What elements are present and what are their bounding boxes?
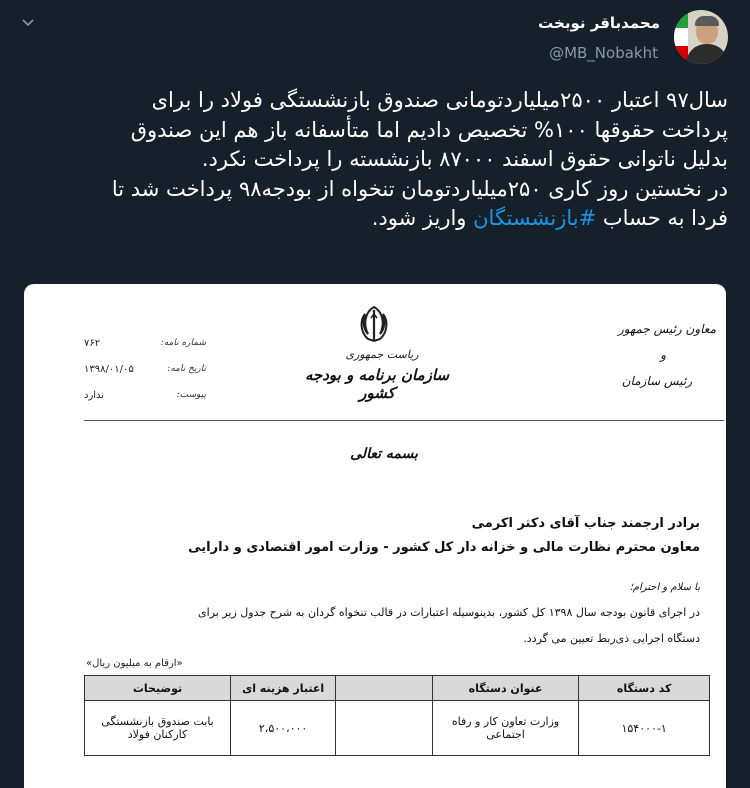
- meta-date-label: تاریخ نامه:: [167, 364, 206, 374]
- table-header-row: [85, 676, 710, 701]
- tweet-line: سال۹۷ اعتبار ۲۵۰۰میلیاردتومانی صندوق بازنشستگی فولاد را برای: [151, 88, 728, 112]
- table-header: [336, 676, 433, 701]
- budget-table: [84, 675, 710, 756]
- basmala: بسمه تعالی: [350, 446, 418, 462]
- org-line-presidency: ریاست جمهوری: [345, 348, 419, 361]
- cell-empty: [336, 701, 433, 756]
- header-divider: [84, 420, 724, 421]
- tweet-text-segment: فردا به حساب: [596, 206, 728, 230]
- tweet-line: در نخستین روز کاری ۲۵۰میلیاردتومان تنخواه از بودجه۹۸ پرداخت شد تا: [111, 176, 728, 201]
- recipient-title: معاون محترم نظارت مالی و خزانه دار کل کشور - وزارت امور اقتصادی و دارایی: [188, 540, 700, 555]
- table-header: عنوان دستگاه: [432, 676, 578, 701]
- tweet-line: پرداخت حقوقها ۱۰۰% تخصیص دادیم اما متأسفانه باز هم این صندوق: [130, 117, 728, 142]
- avatar-hair: [695, 16, 719, 26]
- org-line-budget-org: سازمان برنامه و بودجه کشور: [304, 366, 450, 402]
- avatar[interactable]: [674, 10, 728, 64]
- cell-amount: ۲،۵۰۰،۰۰۰: [230, 701, 335, 756]
- tweet-line: بدلیل ناتوانی حقوق اسفند ۸۷۰۰۰ بازنشسته را پرداخت نکرد.: [201, 147, 728, 171]
- table-header: اعتبار هزینه ای: [230, 676, 335, 701]
- recipient-name: برادر ارجمند جناب آقای دکتر اکرمی: [471, 516, 700, 531]
- table-header: کد دستگاه: [579, 676, 710, 701]
- tweet-text-segment: واریز شود.: [371, 206, 474, 230]
- tweet-text: [16, 86, 728, 234]
- user-handle[interactable]: @MB_Nobakht: [549, 44, 658, 62]
- letterhead-title: رئیس سازمان: [621, 374, 692, 388]
- meta-attachment-value: ندارد: [84, 390, 105, 401]
- table-header: توضیحات: [85, 676, 231, 701]
- letter-body: در اجرای قانون بودجه سال ۱۳۹۸ کل کشور، بدینوسیله اعتبارات در قالب تنخواه گردان به شرح جدول زیر برای: [198, 606, 700, 619]
- letter-body: دستگاه اجرایی ذی‌ربط تعیین می گردد.: [523, 632, 700, 645]
- cell-description: [85, 701, 231, 756]
- description-line: کارکنان فولاد: [127, 728, 188, 741]
- greeting: با سلام و احترام؛: [629, 582, 700, 593]
- tweet-line: [16, 204, 728, 234]
- letterhead-title: و: [660, 348, 666, 362]
- meta-number-value: ۷۶۲: [84, 338, 101, 349]
- unit-note: «ارقام به میلیون ریال»: [86, 658, 183, 669]
- iran-flag-icon: [674, 10, 688, 64]
- meta-number-label: شماره نامه:: [160, 338, 206, 348]
- description-line: بابت صندوق بازنشستگی: [101, 715, 214, 728]
- display-name[interactable]: محمدباقر نوبخت: [538, 14, 660, 32]
- hashtag-link[interactable]: #بازنشستگان: [473, 206, 597, 230]
- iran-emblem-icon: [351, 304, 397, 344]
- letterhead-title: معاون رئیس جمهور: [617, 322, 716, 336]
- meta-date-value: ۱۳۹۸/۰۱/۰۵: [84, 364, 134, 375]
- meta-attachment-label: پیوست:: [176, 390, 206, 400]
- avatar-body: [686, 44, 728, 64]
- cell-title: وزارت تعاون کار و رفاه اجتماعی: [432, 701, 578, 756]
- chevron-down-icon[interactable]: [18, 14, 38, 34]
- attached-letter-image[interactable]: [24, 284, 726, 788]
- cell-code: ۱۵۴۰۰۰-۱: [579, 701, 710, 756]
- table-row: [85, 701, 710, 756]
